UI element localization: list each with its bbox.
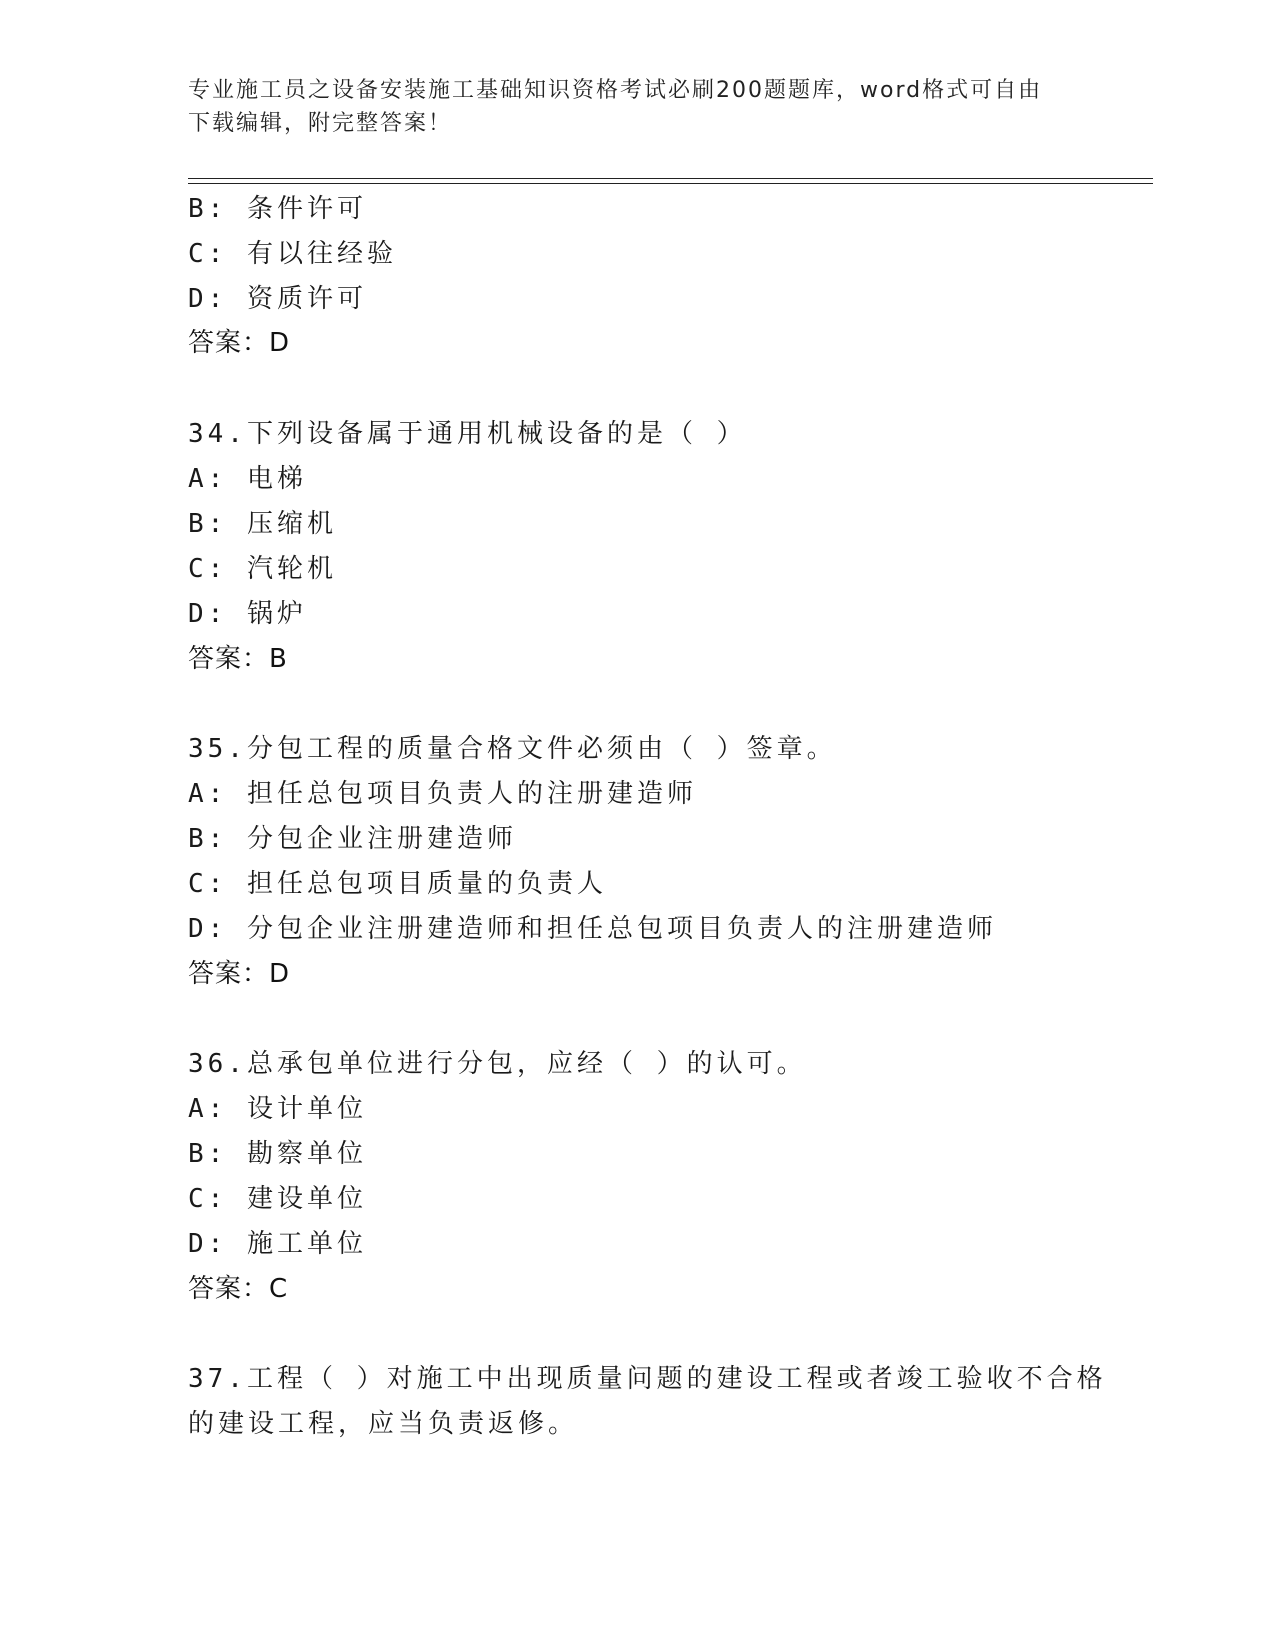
q34-option-d: D: 锅炉 bbox=[188, 599, 307, 629]
q34-answer: 答案：B bbox=[188, 644, 288, 674]
header-divider-bottom bbox=[188, 183, 1153, 184]
q35-option-d: D: 分包企业注册建造师和担任总包项目负责人的注册建造师 bbox=[188, 914, 997, 944]
header-title-line1: 专业施工员之设备安装施工基础知识资格考试必刷200题题库，word格式可自由 bbox=[188, 78, 1043, 103]
q33-option-b: B: 条件许可 bbox=[188, 194, 367, 224]
q35-option-c: C: 担任总包项目质量的负责人 bbox=[188, 869, 607, 899]
q36-stem: 36.总承包单位进行分包，应经（ ）的认可。 bbox=[188, 1049, 807, 1079]
q33-option-c: C: 有以往经验 bbox=[188, 239, 397, 269]
q35-option-b: B: 分包企业注册建造师 bbox=[188, 824, 517, 854]
q37-stem-line1: 37.工程（ ）对施工中出现质量问题的建设工程或者竣工验收不合格 bbox=[188, 1364, 1107, 1394]
q36-option-b: B: 勘察单位 bbox=[188, 1139, 367, 1169]
header-divider-top bbox=[188, 178, 1153, 179]
q37-stem-line2: 的建设工程，应当负责返修。 bbox=[188, 1409, 579, 1439]
q34-stem: 34.下列设备属于通用机械设备的是（ ） bbox=[188, 419, 747, 449]
q34-option-c: C: 汽轮机 bbox=[188, 554, 337, 584]
q36-answer: 答案：C bbox=[188, 1274, 289, 1304]
q33-answer: 答案：D bbox=[188, 328, 291, 358]
q36-option-d: D: 施工单位 bbox=[188, 1229, 367, 1259]
q33-option-d: D: 资质许可 bbox=[188, 284, 367, 314]
q36-option-a: A: 设计单位 bbox=[188, 1094, 367, 1124]
q35-option-a: A: 担任总包项目负责人的注册建造师 bbox=[188, 779, 697, 809]
q36-option-c: C: 建设单位 bbox=[188, 1184, 367, 1214]
q35-stem: 35.分包工程的质量合格文件必须由（ ）签章。 bbox=[188, 734, 837, 764]
page-header bbox=[188, 74, 1068, 140]
q35-answer: 答案：D bbox=[188, 959, 291, 989]
header-title-line2: 下载编辑，附完整答案！ bbox=[188, 111, 453, 136]
q34-option-a: A: 电梯 bbox=[188, 464, 307, 494]
q34-option-b: B: 压缩机 bbox=[188, 509, 337, 539]
